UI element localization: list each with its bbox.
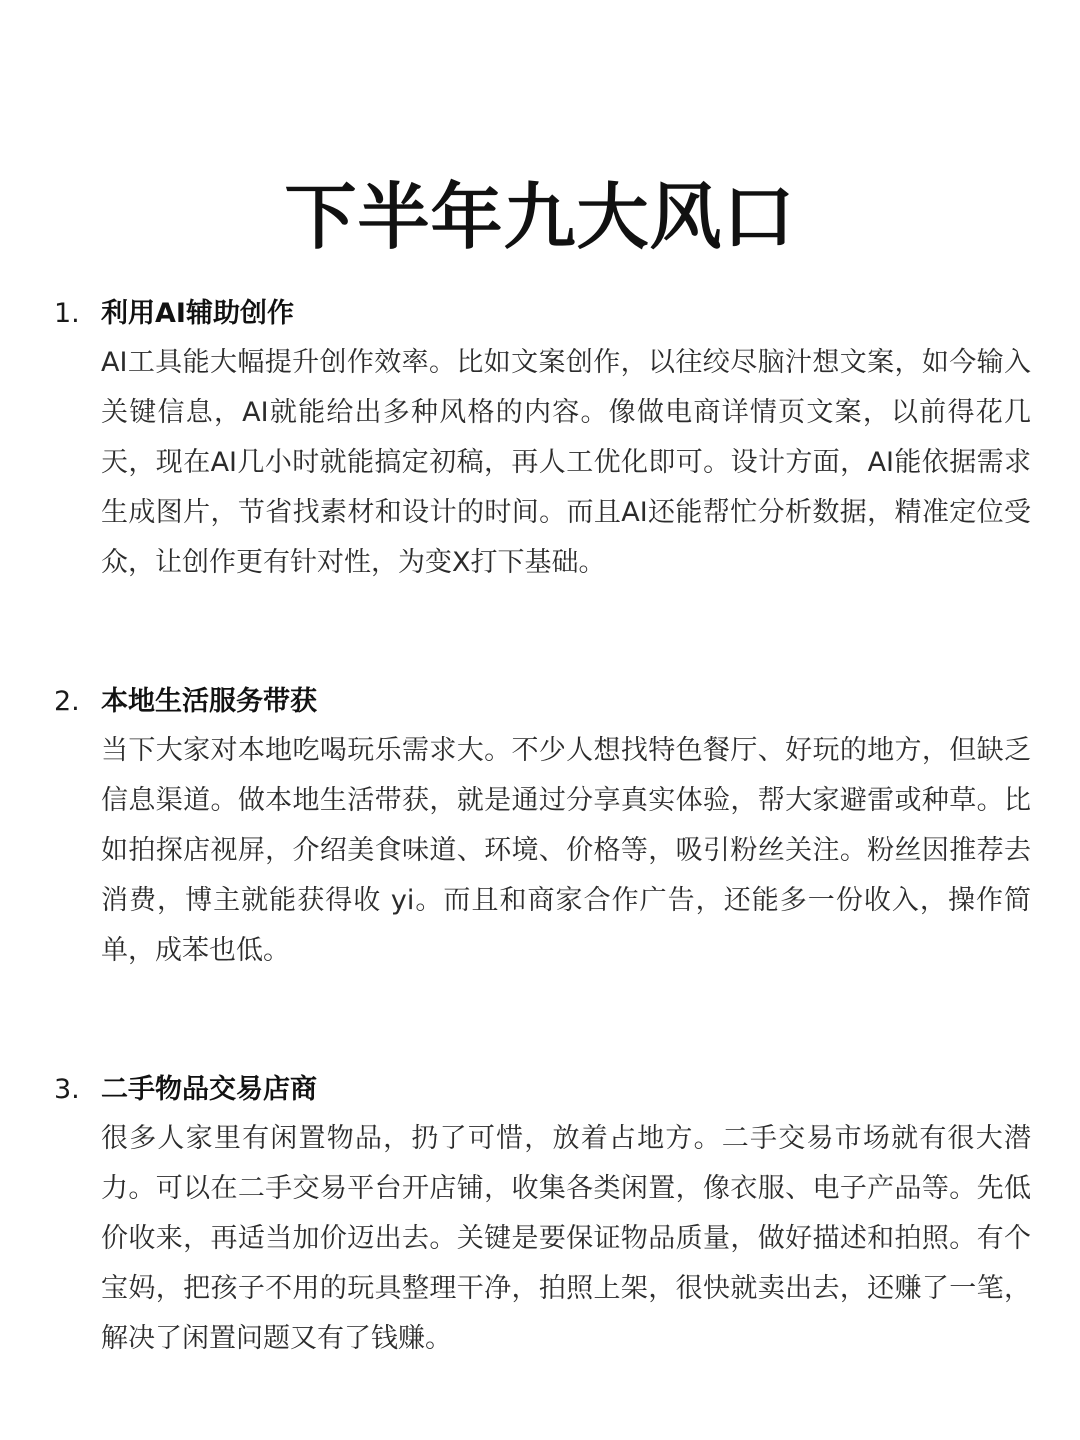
section-title: 利用AI辅助创作 [101,298,294,329]
section-heading [0,290,1080,338]
section-heading [0,1066,1080,1114]
section-number: 2. [54,686,80,717]
section-title: 二手物品交易店商 [101,1074,317,1105]
section-heading [0,678,1080,726]
section-body: 很多人家里有闲置物品，扔了可惜，放着占地方。二手交易市场就有很大潜力。可以在二手交易平台开店铺，收集各类闲置，像衣服、电子产品等。先低价收来，再适当加价迈出去。关键是要保证物品质量，做好描述和拍照。有个宝妈，把孩子不用的玩具整理干净，拍照上架，很快就卖出去，还赚了一笔，解决了闲置问题又有了钱赚。 [101,1123,1031,1354]
section-number: 3. [54,1074,80,1105]
list-item [0,1066,1080,1354]
section-title: 本地生活服务带获 [101,686,317,717]
page-title: 下半年九大风口 [284,175,796,259]
section-body: AI工具能大幅提升创作效率。比如文案创作，以往绞尽脑汁想文案，如今输入关键信息，AI就能给出多种风格的内容。像做电商详情页文案，以前得花几天，现在AI几小时就能搞定初稿，再人工优化即可。设计方面，AI能依据需求生成图片，节省找素材和设计的时间。而且AI还能帮忙分析数据，精准定位受众，让创作更有针对性，为变X打下基础。 [101,347,1031,578]
list-item [0,678,1080,966]
list-item [0,290,1080,578]
section-number: 1. [54,298,80,329]
section-body: 当下大家对本地吃喝玩乐需求大。不少人想找特色餐厅、好玩的地方，但缺乏信息渠道。做本地生活带获，就是通过分享真实体验，帮大家避雷或种草。比如拍探店视屏，介绍美食味道、环境、价格等，吸引粉丝关注。粉丝因推荐去消费，博主就能获得收 yi。而且和商家合作广告，还能多一份收入，操作简单，成苯也低。 [101,735,1031,966]
